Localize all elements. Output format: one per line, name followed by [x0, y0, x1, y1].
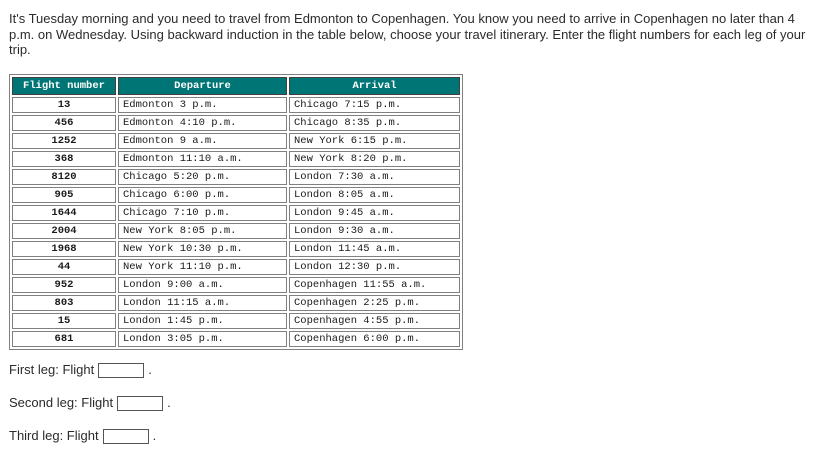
- table-row: [12, 241, 460, 257]
- departure-cell: New York 11:10 p.m.: [118, 259, 287, 275]
- table-row: [12, 313, 460, 329]
- second-leg-label: Second leg: Flight: [9, 395, 114, 410]
- departure-cell: Edmonton 3 p.m.: [118, 97, 287, 113]
- flight-number-cell: 1644: [12, 205, 116, 221]
- flight-number-cell: 681: [12, 331, 116, 347]
- departure-cell: Chicago 5:20 p.m.: [118, 169, 287, 185]
- second-leg-period: .: [167, 395, 171, 410]
- table-row: [12, 97, 460, 113]
- arrival-cell: London 9:30 a.m.: [289, 223, 460, 239]
- arrival-cell: London 9:45 a.m.: [289, 205, 460, 221]
- third-leg-row: [9, 428, 156, 444]
- table-row: [12, 205, 460, 221]
- header-departure: Departure: [118, 77, 287, 95]
- departure-cell: London 3:05 p.m.: [118, 331, 287, 347]
- flight-number-cell: 1968: [12, 241, 116, 257]
- second-leg-row: [9, 395, 171, 411]
- flight-table: [9, 74, 463, 350]
- flight-number-cell: 15: [12, 313, 116, 329]
- first-leg-row: [9, 362, 152, 378]
- arrival-cell: London 7:30 a.m.: [289, 169, 460, 185]
- departure-cell: Edmonton 9 a.m.: [118, 133, 287, 149]
- table-row: [12, 277, 460, 293]
- table-row: [12, 259, 460, 275]
- third-leg-period: .: [152, 428, 157, 443]
- first-leg-input[interactable]: [98, 363, 144, 378]
- flight-number-cell: 456: [12, 115, 116, 131]
- flight-rows: [12, 97, 460, 347]
- arrival-cell: New York 6:15 p.m.: [289, 133, 460, 149]
- arrival-cell: London 12:30 p.m.: [289, 259, 460, 275]
- arrival-cell: Chicago 8:35 p.m.: [289, 115, 460, 131]
- departure-cell: London 9:00 a.m.: [118, 277, 287, 293]
- flight-number-cell: 8120: [12, 169, 116, 185]
- flight-number-cell: 1252: [12, 133, 116, 149]
- table-row: [12, 169, 460, 185]
- flight-number-cell: 2004: [12, 223, 116, 239]
- flight-number-cell: 13: [12, 97, 116, 113]
- question-prompt: It's Tuesday morning and you need to travel from Edmonton to Copenhagen. You know you need to arrive in Copenhagen no later than 4 p.m. on Wednesday. Using backward induction in the table below, choose your travel itinerary. Enter the flight numbers for each leg of your trip.: [9, 11, 806, 57]
- table-header-row: [12, 77, 460, 95]
- arrival-cell: Copenhagen 6:00 p.m.: [289, 331, 460, 347]
- arrival-cell: Copenhagen 2:25 p.m.: [289, 295, 460, 311]
- arrival-cell: London 11:45 a.m.: [289, 241, 460, 257]
- third-leg-label: Third leg: Flight: [9, 428, 99, 443]
- departure-cell: London 1:45 p.m.: [118, 313, 287, 329]
- arrival-cell: London 8:05 a.m.: [289, 187, 460, 203]
- flight-number-cell: 905: [12, 187, 116, 203]
- departure-cell: London 11:15 a.m.: [118, 295, 287, 311]
- arrival-cell: Copenhagen 11:55 a.m.: [289, 277, 460, 293]
- departure-cell: Edmonton 4:10 p.m.: [118, 115, 287, 131]
- second-leg-input[interactable]: [117, 396, 163, 411]
- first-leg-label: First leg: Flight: [9, 362, 95, 377]
- arrival-cell: New York 8:20 p.m.: [289, 151, 460, 167]
- departure-cell: Chicago 7:10 p.m.: [118, 205, 287, 221]
- departure-cell: New York 10:30 p.m.: [118, 241, 287, 257]
- flight-number-cell: 368: [12, 151, 116, 167]
- table-row: [12, 187, 460, 203]
- table-row: [12, 331, 460, 347]
- header-arrival: Arrival: [289, 77, 460, 95]
- departure-cell: Chicago 6:00 p.m.: [118, 187, 287, 203]
- first-leg-period: .: [148, 362, 152, 377]
- flight-number-cell: 952: [12, 277, 116, 293]
- third-leg-input[interactable]: [103, 429, 149, 444]
- header-flight-number: Flight number: [12, 77, 116, 95]
- flight-number-cell: 803: [12, 295, 116, 311]
- departure-cell: New York 8:05 p.m.: [118, 223, 287, 239]
- arrival-cell: Chicago 7:15 p.m.: [289, 97, 460, 113]
- table-row: [12, 295, 460, 311]
- table-row: [12, 223, 460, 239]
- table-row: [12, 151, 460, 167]
- table-row: [12, 115, 460, 131]
- flight-number-cell: 44: [12, 259, 116, 275]
- arrival-cell: Copenhagen 4:55 p.m.: [289, 313, 460, 329]
- table-row: [12, 133, 460, 149]
- departure-cell: Edmonton 11:10 a.m.: [118, 151, 287, 167]
